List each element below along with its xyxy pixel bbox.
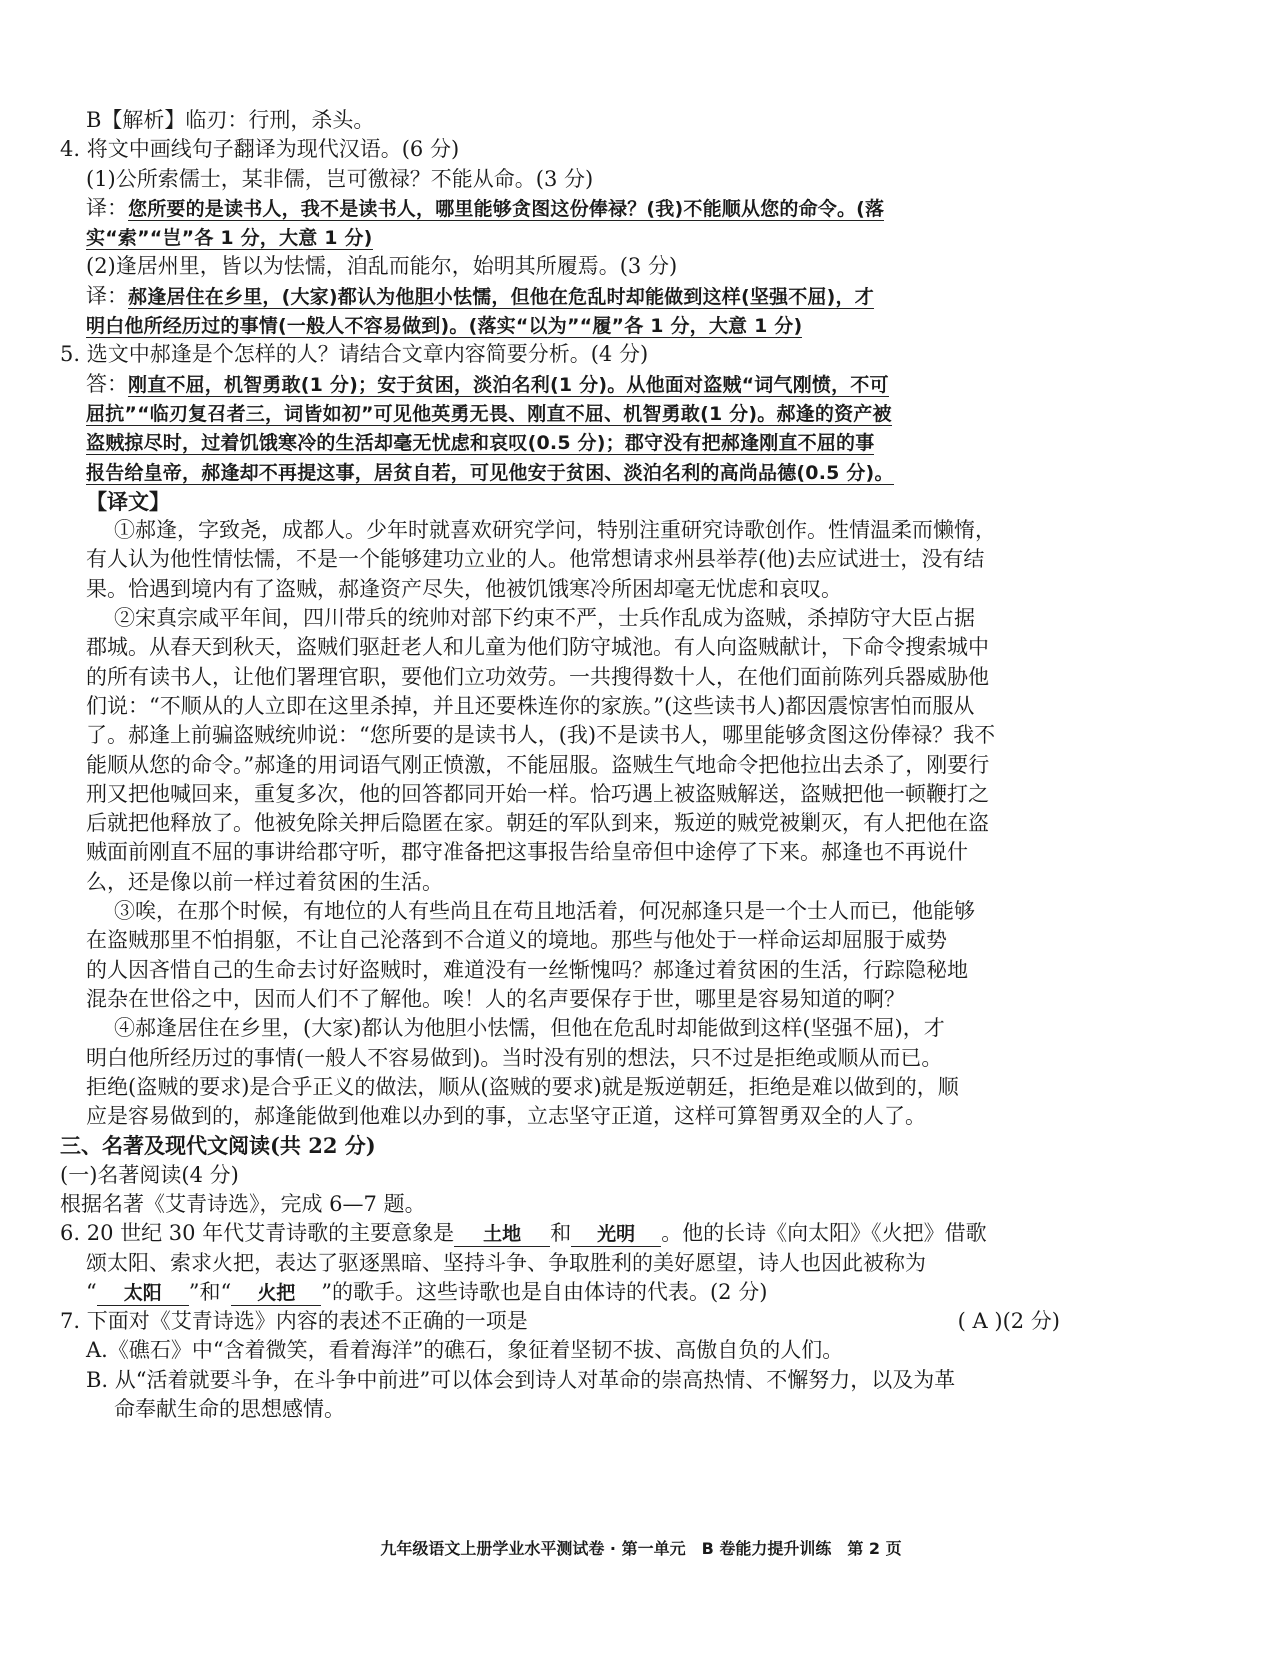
answer-4-2-line1 bbox=[60, 282, 1060, 311]
translation-line: 了。郝逢上前骗盗贼统帅说：“您所要的是读书人，(我)不是读书人，哪里能够贪图这份俸禄？我不 bbox=[86, 723, 996, 748]
translation-line: 能顺从您的命令。”郝逢的用词语气刚正愤激，不能屈服。盗贼生气地命令把他拉出去杀了，刚要行 bbox=[86, 752, 990, 777]
question-4-1: (1)公所索儒士，某非儒，岂可徼禄？不能从命。(3 分) bbox=[86, 166, 594, 191]
translation-line: 刑又把他喊回来，重复多次，他的回答都同开始一样。恰巧遇上被盗贼解送，盗贼把他一顿鞭打之 bbox=[86, 781, 989, 806]
question-5: 5. 选文中郝逢是个怎样的人？请结合文章内容简要分析。(4 分) bbox=[60, 342, 649, 367]
answer-prefix: 译： bbox=[86, 283, 128, 308]
translation-para-3: ③唉，在那个时候，有地位的人有些尚且在苟且地活着，何况郝逢只是一个士人而已，他能够 bbox=[114, 899, 975, 924]
answer-5-line1 bbox=[60, 370, 1060, 399]
answer-text: 您所要的是读书人，我不是读书人，哪里能够贪图这份俸禄？(我)不能顺从您的命令。(落 bbox=[128, 197, 885, 220]
answer-blank: 太阳 bbox=[97, 1281, 189, 1306]
translation-heading: 【译文】 bbox=[86, 488, 170, 514]
translation-line: 的人因吝惜自己的生命去讨好盗贼时，难道没有一丝惭愧吗？郝逢过着贫困的生活，行踪隐秘地 bbox=[86, 957, 968, 982]
question-6-line1 bbox=[60, 1219, 1060, 1248]
translation-line: 后就把他释放了。他被免除关押后隐匿在家。朝廷的军队到来，叛逆的贼党被剿灭，有人把他在盗 bbox=[86, 811, 989, 836]
answer-blank: 光明 bbox=[571, 1222, 661, 1247]
section-3-heading: 三、名著及现代文阅读(共 22 分) bbox=[60, 1133, 376, 1159]
option-b: B. 从“活着就要斗争，在斗争中前进”可以体会到诗人对革命的崇高热情、不懈努力，以及为革 bbox=[86, 1367, 956, 1392]
answer-5-line2 bbox=[60, 399, 1060, 428]
instruction-line: 根据名著《艾青诗选》，完成 6—7 题。 bbox=[60, 1191, 426, 1216]
answer-text: 明白他所经历过的事情(一般人不容易做到)。(落实“以为”“履”各 1 分，大意 1 分) bbox=[86, 315, 803, 338]
translation-para-2: ②宋真宗咸平年间，四川带兵的统帅对部下约束不严，士兵作乱成为盗贼，杀掉防守大臣占据 bbox=[114, 606, 975, 631]
translation-line: 们说：“不顺从的人立即在这里杀掉，并且还要株连你的家族。”(这些读书人)都因震惊害怕而服从 bbox=[86, 693, 975, 718]
option-b-cont: 命奉献生命的思想感情。 bbox=[114, 1397, 345, 1422]
question-text: ”的歌手。这些诗歌也是自由体诗的代表。(2 分) bbox=[321, 1279, 768, 1304]
answer-text: 盗贼掠尽时，过着饥饿寒冷的生活却毫无忧虑和哀叹(0.5 分)；郡守没有把郝逢刚直不屈的事 bbox=[86, 432, 875, 455]
answer-4-2-line2 bbox=[60, 311, 1060, 340]
answer-prefix: 答： bbox=[86, 371, 128, 396]
question-text: ”和“ bbox=[188, 1279, 232, 1304]
translation-para-1: ①郝逢，字致尧，成都人。少年时就喜欢研究学问，特别注重研究诗歌创作。性情温柔而懒惰， bbox=[114, 518, 996, 543]
option-a: A.《礁石》中“含着微笑，看着海洋”的礁石，象征着坚韧不拔、高傲自负的人们。 bbox=[86, 1338, 844, 1363]
page-footer: 九年级语文上册学业水平测试卷 · 第一单元 B 卷能力提升训练 第 2 页 bbox=[380, 1539, 902, 1558]
question-7 bbox=[60, 1307, 1060, 1336]
translation-line: 应是容易做到的，郝逢能做到他难以办到的事，立志坚守正道，这样可算智勇双全的人了。 bbox=[86, 1104, 926, 1129]
analysis-line: B【解析】临刃：行刑，杀头。 bbox=[86, 108, 375, 132]
answer-choice: ( A )(2 分) bbox=[957, 1309, 1060, 1334]
question-6-line3 bbox=[60, 1278, 1060, 1307]
question-text: 和 bbox=[550, 1221, 572, 1246]
answer-4-1-line1 bbox=[60, 194, 1060, 223]
answer-blank: 火把 bbox=[231, 1281, 321, 1306]
question-text: 。他的长诗《向太阳》《火把》借歌 bbox=[661, 1221, 987, 1246]
translation-line: 明白他所经历过的事情(一般人不容易做到)。当时没有别的想法，只不过是拒绝或顺从而已。 bbox=[86, 1045, 943, 1070]
question-text: 6. 20 世纪 30 年代艾青诗歌的主要意象是 bbox=[60, 1221, 455, 1246]
answer-5-line3 bbox=[60, 428, 1060, 457]
answer-blank: 土地 bbox=[454, 1222, 550, 1247]
question-4-2: (2)逢居州里，皆以为怯懦，洎乱而能尔，始明其所履焉。(3 分) bbox=[86, 254, 678, 279]
translation-para-4: ④郝逢居住在乡里，(大家)都认为他胆小怯懦，但他在危乱时却能做到这样(坚强不屈)，才 bbox=[114, 1016, 945, 1041]
subsection-heading: (一)名著阅读(4 分) bbox=[60, 1162, 239, 1187]
translation-line: 有人认为他性情怯懦，不是一个能够建功立业的人。他常想请求州县举荐(他)去应试进士，没有结 bbox=[86, 547, 985, 572]
translation-line: 拒绝(盗贼的要求)是合乎正义的做法，顺从(盗贼的要求)就是叛逆朝廷，拒绝是难以做到的，顺 bbox=[86, 1074, 959, 1099]
answer-prefix: 译： bbox=[86, 195, 128, 220]
answer-5-line4 bbox=[60, 458, 1060, 487]
answer-text: 刚直不屈，机智勇敢(1 分)；安于贫困，淡泊名利(1 分)。从他面对盗贼“词气刚愤，不可 bbox=[128, 373, 889, 396]
translation-line: 在盗贼那里不怕捐躯，不让自己沦落到不合道义的境地。那些与他处于一样命运却屈服于威势 bbox=[86, 928, 947, 953]
translation-line: 果。恰遇到境内有了盗贼，郝逢资产尽失，他被饥饿寒冷所困却毫无忧虑和哀叹。 bbox=[86, 576, 842, 601]
document-page bbox=[60, 106, 1060, 1424]
translation-line: 混杂在世俗之中，因而人们不了解他。唉！人的名声要保存于世，哪里是容易知道的啊？ bbox=[86, 986, 905, 1011]
translation-line: 么，还是像以前一样过着贫困的生活。 bbox=[86, 869, 443, 894]
question-4: 4. 将文中画线句子翻译为现代汉语。(6 分) bbox=[60, 137, 460, 162]
answer-4-1-line2 bbox=[60, 223, 1060, 252]
answer-text: 郝逢居住在乡里，(大家)都认为他胆小怯懦，但他在危乱时却能做到这样(坚强不屈)，才 bbox=[128, 285, 874, 308]
answer-text: 屈抗”“临刃复召者三，词皆如初”可见他英勇无畏、刚直不屈、机智勇敢(1 分)。郝逢的资产被 bbox=[86, 402, 892, 425]
answer-text: 实“索”“岂”各 1 分，大意 1 分) bbox=[86, 227, 373, 250]
translation-line: 贼面前刚直不屈的事讲给郡守听，郡守准备把这事报告给皇帝但中途停了下来。郝逢也不再说什 bbox=[86, 840, 968, 865]
answer-text: 报告给皇帝，郝逢却不再提这事，居贫自若，可见他安于贫困、淡泊名利的高尚品德(0.5 分)。 bbox=[86, 461, 894, 484]
question-text: “ bbox=[86, 1279, 97, 1304]
question-text: 7. 下面对《艾青诗选》内容的表述不正确的一项是 bbox=[60, 1309, 528, 1334]
translation-line: 郡城。从春天到秋天，盗贼们驱赶老人和儿童为他们防守城池。有人向盗贼献计，下命令搜索城中 bbox=[86, 635, 989, 660]
question-6-line2: 颂太阳、索求火把，表达了驱逐黑暗、坚持斗争、争取胜利的美好愿望，诗人也因此被称为 bbox=[86, 1250, 926, 1275]
translation-line: 的所有读书人，让他们署理官职，要他们立功效劳。一共搜得数十人，在他们面前陈列兵器威胁他 bbox=[86, 664, 989, 689]
